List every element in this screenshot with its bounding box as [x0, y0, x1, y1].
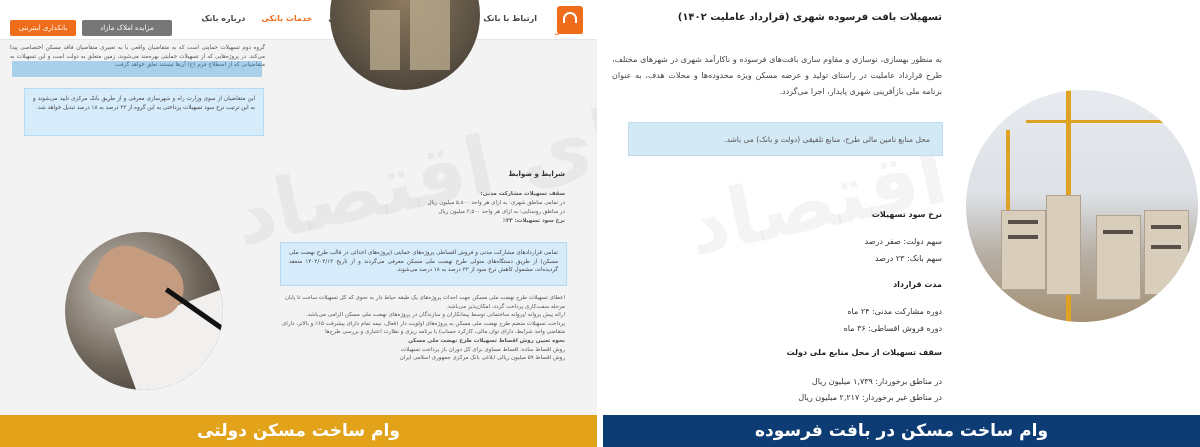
info-box-1: این متقاضیان از سوی وزارت راه و شهرسازی معرفی و از طریق بانک مرکزی تایید می‌شوند و به این ترتیب نرخ سود تسهیلات پرداختی به این گروه از ۲۳ درصد به ۱۸ درصد تبدیل خواهد شد.	[24, 88, 264, 136]
rate-title: نرخ سود تسهیلات	[871, 210, 942, 219]
site-navbar	[0, 0, 597, 40]
building-photo	[330, 0, 480, 90]
list-item: در تمامی مناطق شهری: به ازای هر واحد ۵,۸۰۰ میلیون ریال	[427, 200, 565, 206]
list-item: دوره مشارکت مدنی: ۲۴ ماه	[847, 307, 942, 316]
term-title: مدت قرارداد	[893, 280, 942, 289]
list-item: پرداخت تسهیلات منضم طرح نهضت ملی مسکن به پروژه‌های اولویت دار (فعال، نیمه تمام دارای پیشرفت ۶۵٪ و بالاتر، دارای متقاضی واجد شرایط، دارای توان مالی، کارکرد حساب) با برنامه ریزی و نظارت اعتباری و بررسی طرح‌ها	[281, 320, 565, 336]
banner-right: وام ساخت مسکن در بافت فرسوده	[603, 415, 1200, 447]
logo-text: بانک مسکن	[554, 30, 583, 36]
list-item: در مناطق روستایی: به ازای هر واحد ۲,۵۰۰ میلیون ریال	[438, 209, 565, 215]
details-list	[280, 294, 565, 363]
list-item: روش اقساط ۵۹ میلیون ریالی ابلاغی بانک مرکزی جمهوری اسلامی ایران	[399, 355, 565, 362]
list-item: سهم دولت: صفر درصد	[864, 237, 942, 246]
info-box-2: تمامی قراردادهای مشارکت مدنی و فروش اقساطی پروژه‌های حمایتی (پروژه‌های احداثی در قالب طرح نهضت ملی مسکن) از طریق دستگاه‌های متولی طرح نهضت ملی مسکن معرفی می‌گردند و از تاریخ ۱۴۰۲/۰۴/۱۳ منعقد گردیده‌اند، مشمول کاهش نرخ سود از ۲۳ درصد به ۱۸ درصد می‌شوند.	[280, 242, 567, 286]
list-item: سقف تسهیلات مشارکت مدنی:	[480, 191, 565, 197]
writing-photo	[65, 232, 223, 390]
list-item: روش اقساط ساده: اقساط مساوی برای کل دوران باز پرداخت تسهیلات	[401, 346, 565, 353]
list-item: ارائه پیش پروانه /پروانه ساختمانی توسط پیمانکاران و سازندگان در پروژه‌های نهضت ملی مسکن الزامی می‌باشد.	[306, 312, 565, 319]
left-screenshot	[0, 0, 597, 415]
list-item: دوره فروش اقساطی: ۳۶ ماه	[843, 324, 942, 333]
internet-banking-button[interactable]: بانکداری اینترنتی	[10, 20, 76, 36]
list-item: اعطای تسهیلات طرح نهضت ملی مسکن جهت احداث پروژه‌های یک طبقه حیاط دار به نحوی که کل تسهیلات ساخت تا پایان مرحله سفت‌کاری پرداخت گردد، امکان‌پذیر می‌باشد.	[284, 295, 565, 310]
cap-title: سقف تسهیلات از محل منابع ملی دولت	[786, 348, 942, 357]
page-title: تسهیلات بافت فرسوده شهری (قرارداد عاملیت ۱۴۰۲)	[677, 12, 942, 23]
conditions-title: شرایط و ضوابط	[508, 170, 565, 178]
list-item: در مناطق برخوردار: ۱,۷۳۹ میلیون ریال	[811, 377, 942, 386]
list-item: در مناطق غیر برخوردار: ۲,۲۱۷ میلیون ریال	[798, 393, 942, 402]
info-box: محل منابع تامین مالی طرح، منابع تلفیقی (دولت و بانک) می باشد.	[628, 122, 943, 156]
intro-text: گروه دوم تسهیلات حمایتی است که به متقاضیان واقعی با به تعبیری متقاضیان فاقد مسکن اختصاصی پیدا می‌کند. در پروژه‌هایی که از تسهیلات حمایتی بهره‌مند می‌شوند، زمین متعلق به دولت است و این تسهیلات به متقاضیانی که از اصطلاح فرم (ج) آن‌ها نیستند تعلق خواهد گرفت.	[10, 45, 265, 68]
nav-item-about[interactable]: درباره بانک	[201, 14, 246, 23]
watermark	[226, 69, 597, 263]
text-highlight	[12, 61, 262, 77]
auction-button[interactable]: مزایده املاک مازاد	[82, 20, 172, 36]
nav-item-contact[interactable]: ارتباط با بانک	[483, 14, 537, 23]
conditions-list	[265, 190, 565, 226]
nav-item-banking[interactable]: خدمات بانکی	[261, 14, 313, 23]
right-screenshot	[603, 0, 1200, 415]
list-item: نحوه تعیین روش اقساط تسهیلات طرح نهضت ملی مسکن	[408, 337, 565, 344]
banner-left: وام ساخت مسکن دولتی	[0, 415, 597, 447]
intro-paragraph: به منظور بهسازی، نوسازی و مقاوم سازی بافت‌های فرسوده و ناکارآمد شهری در شهرهای مختلف، طرح قرارداد عاملیت در راستای تولید و عرضه مسکن ویژه محدوده‌ها و محلات هدف، به عنوان برنامه ملی بازآفرینی شهری پایدار، اجرا می‌گردد.	[612, 55, 942, 96]
list-item: سهم بانک: ۲۳ درصد	[874, 254, 942, 263]
list-item: نرخ سود تسهیلات: ۲۳٪	[502, 218, 565, 224]
crane-photo	[966, 90, 1198, 322]
